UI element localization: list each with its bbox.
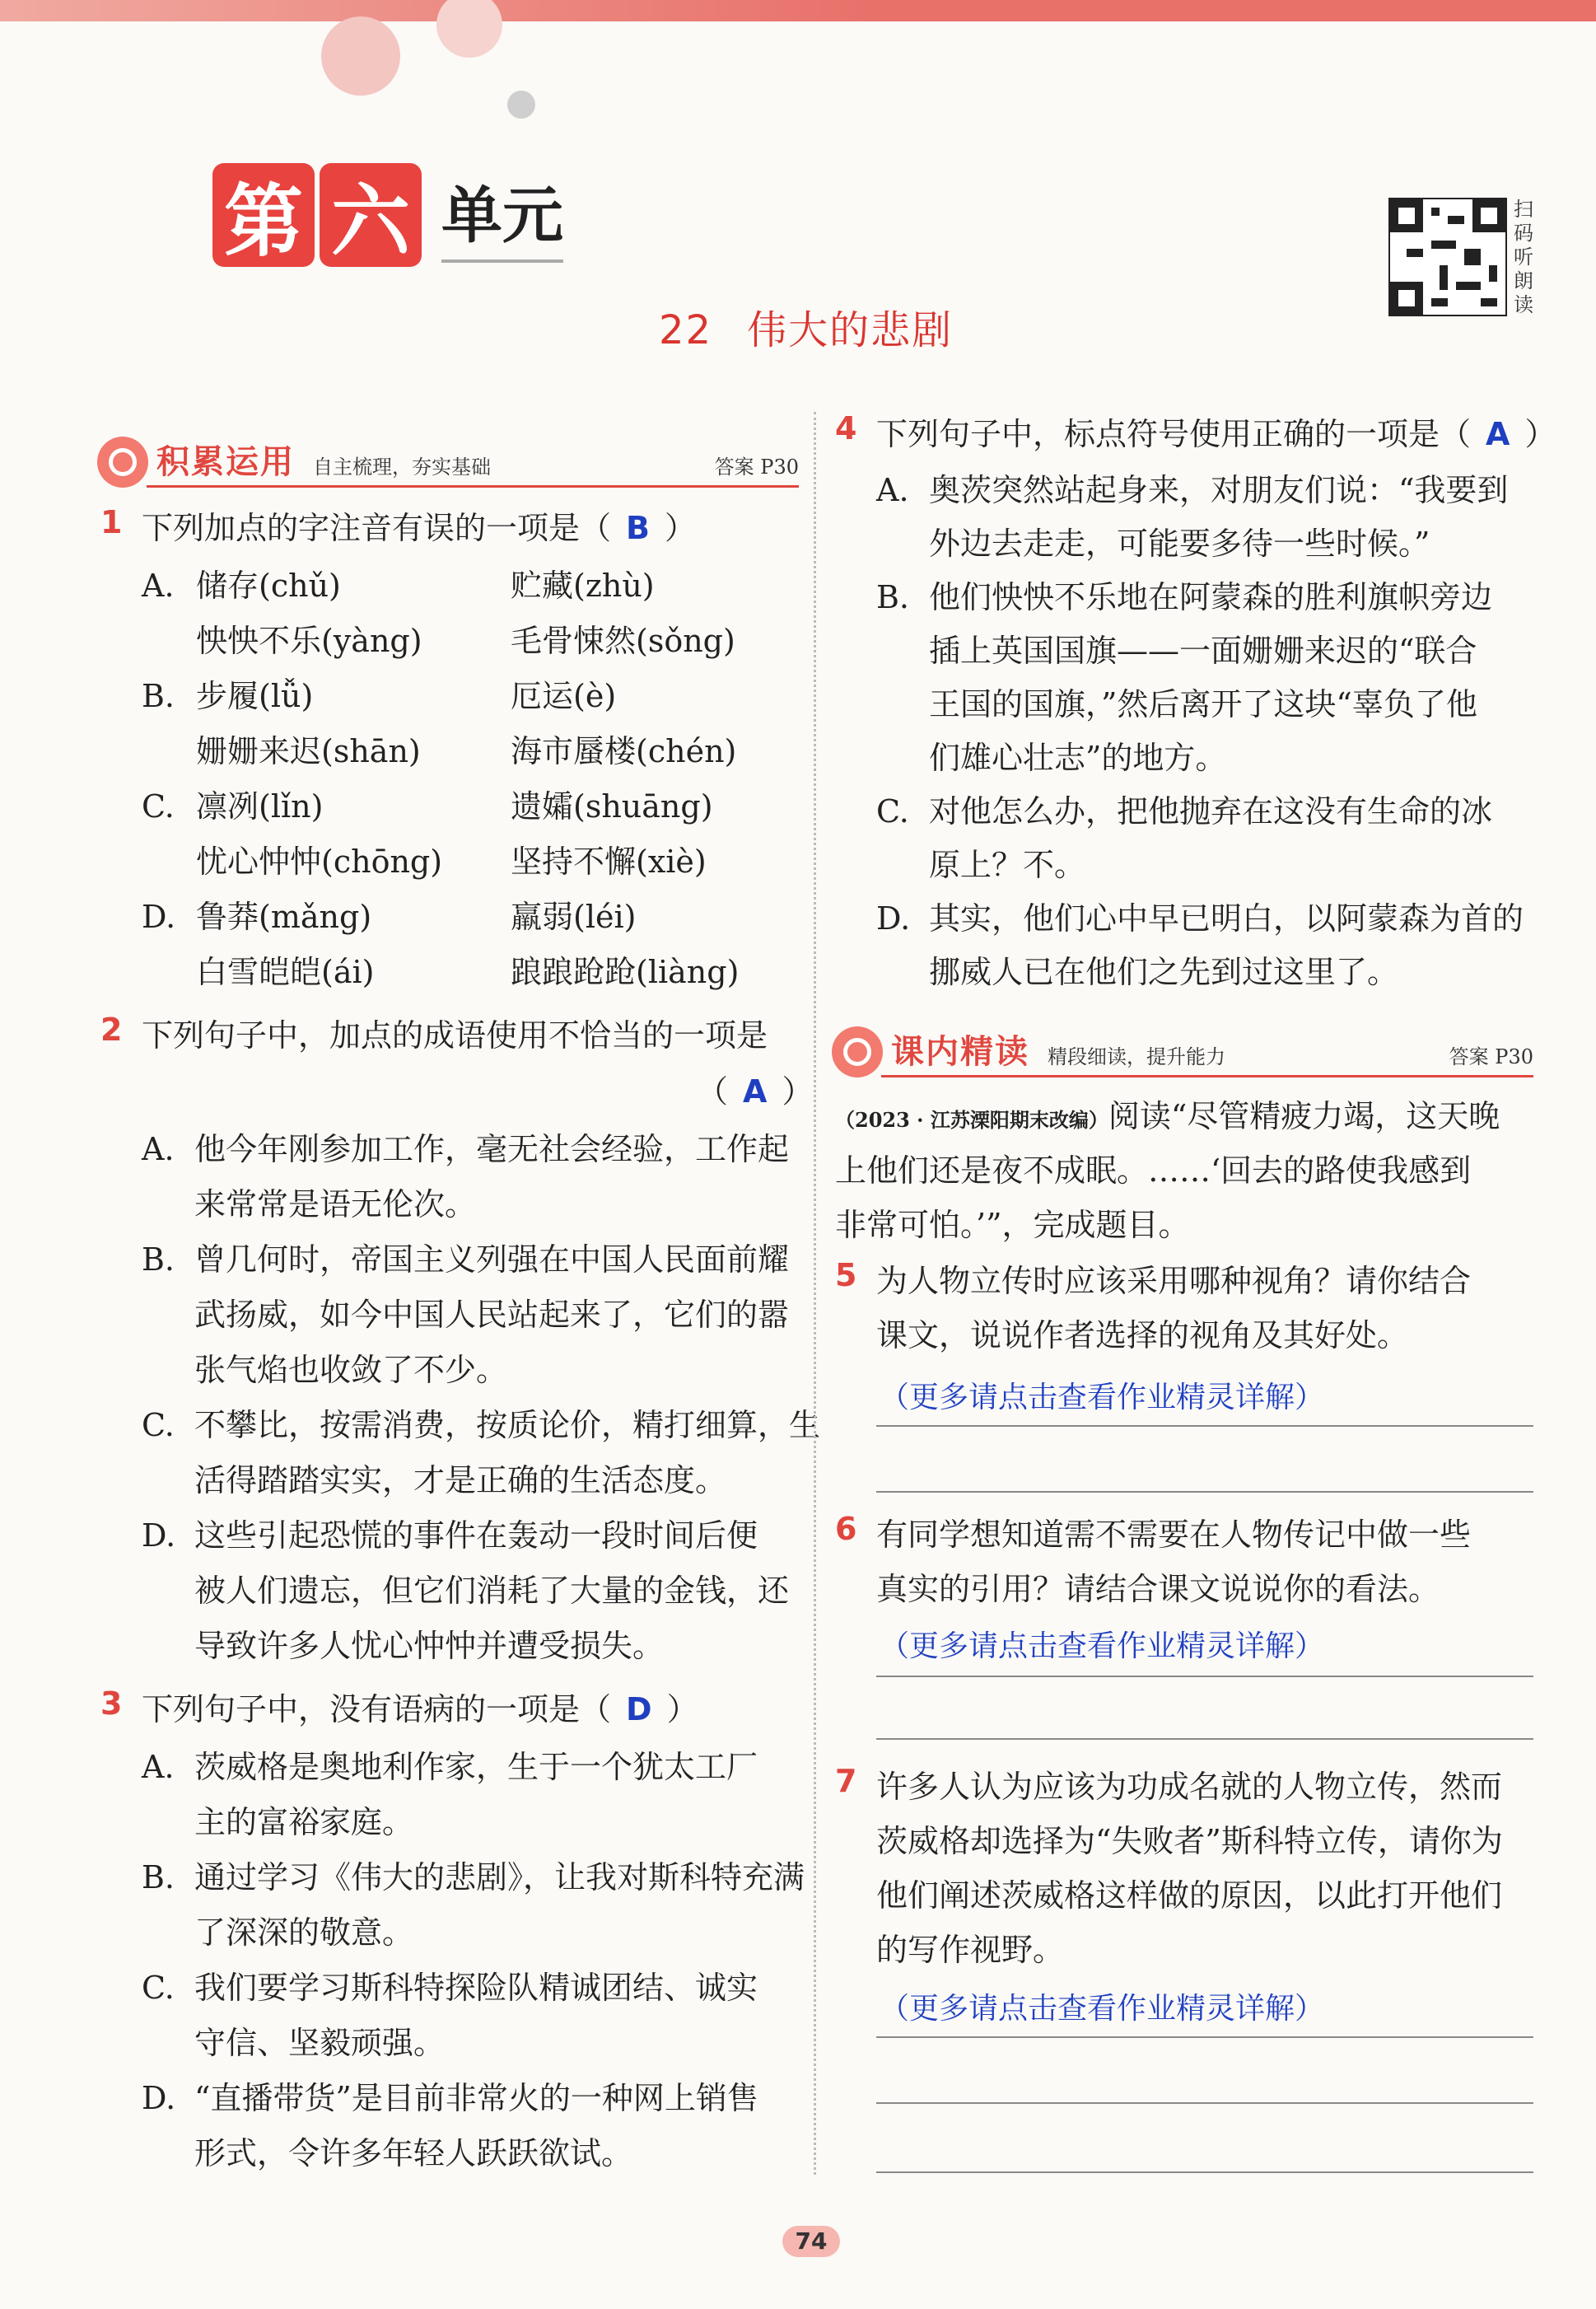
question-number: 6 (835, 1511, 857, 1547)
option-label: B. (876, 579, 910, 615)
reading-text: 非常可怕。’”，完成题目。 (835, 1207, 1190, 1243)
top-color-bar (0, 0, 1596, 21)
question-stem (142, 501, 696, 556)
lesson-title (659, 298, 953, 355)
option-line: 被人们遗忘，但它们消耗了大量的金钱，还 (194, 1573, 790, 1609)
qr-label: 扫码听朗读 (1514, 198, 1533, 316)
option-item: 姗姗来迟(shān) (196, 733, 421, 769)
answer-line (876, 2171, 1533, 2173)
option-line: 守信、坚毅顽强。 (194, 2025, 446, 2061)
answer-letter: A (1486, 416, 1510, 452)
answer-letter: D (626, 1691, 652, 1727)
option-item: 储存(chǔ) (196, 568, 341, 604)
unit-word: 单元 (441, 167, 563, 263)
option-line: 挪威人已在他们之先到过这里了。 (929, 954, 1399, 990)
section-underline (147, 485, 799, 488)
option-label: B. (142, 1859, 175, 1895)
lesson-number: 22 (659, 307, 713, 353)
section-subtitle: 精段细读，提升能力 (1048, 1045, 1225, 1068)
section-reading-header (832, 1018, 1533, 1077)
section-underline (881, 1075, 1533, 1077)
question-number: 4 (835, 410, 857, 446)
option-line: 来常常是语无伦次。 (194, 1186, 477, 1222)
decor-circle-large (321, 16, 400, 96)
option-label: A. (142, 1749, 175, 1785)
option-line: 张气焰也收敛了不少。 (194, 1352, 508, 1388)
reading-intro-line (835, 1089, 1500, 1147)
stem-text: 下列加点的字注音有误的一项是（ (142, 510, 612, 546)
question-number: 3 (100, 1685, 123, 1722)
question-number: 7 (835, 1763, 857, 1799)
question-number: 2 (100, 1012, 123, 1048)
option-label: B. (142, 678, 175, 714)
answer-line (876, 1491, 1533, 1493)
question-stem (876, 407, 1556, 462)
stem-close: ） (666, 1691, 698, 1727)
answer-line (876, 1676, 1533, 1677)
option-item: 鲁莽(mǎng) (196, 899, 372, 935)
option-item: 白雪皑皑(ái) (196, 954, 375, 990)
option-line: 茨威格是奥地利作家，生于一个犹太工厂 (194, 1749, 758, 1785)
option-line: 了深深的敬意。 (194, 1914, 414, 1951)
question-number: 1 (100, 504, 123, 540)
decor-circle-medium (436, 0, 502, 58)
question-line: 课文，说说作者选择的视角及其好处。 (876, 1317, 1409, 1353)
stem-text: 下列句子中，没有语病的一项是（ (142, 1691, 612, 1727)
answer-line (876, 1425, 1533, 1427)
option-line: 插上英国国旗——一面姗姗来迟的“联合 (929, 633, 1477, 669)
question-line: 许多人认为应该为功成名就的人物立传，然而 (876, 1769, 1503, 1805)
answer-line (876, 2036, 1533, 2038)
unit-heading (212, 163, 563, 267)
reading-source: （2023 · 江苏溧阳期末改编） (835, 1108, 1108, 1132)
option-item: 贮藏(zhù) (511, 568, 655, 604)
decor-circle-small (507, 91, 535, 119)
option-label: D. (142, 2080, 176, 2116)
option-line: 这些引起恐慌的事件在轰动一段时间后便 (194, 1517, 758, 1554)
detail-link[interactable]: （更多请点击查看作业精灵详解） (880, 1992, 1325, 2026)
option-label: D. (142, 1517, 176, 1554)
page-number: 74 (782, 2226, 840, 2257)
section-title: 课内精读 (891, 1033, 1029, 1071)
option-line: 武扬威，如今中国人民站起来了，它们的嚣 (194, 1297, 790, 1333)
question-line: 的写作视野。 (876, 1932, 1065, 1968)
answer-line (876, 1738, 1533, 1740)
unit-char-2: 六 (320, 163, 422, 267)
option-line: 不攀比，按需消费，按质论价，精打细算，生 (194, 1407, 821, 1443)
option-line: 其实，他们心中早已明白，以阿蒙森为首的 (929, 900, 1524, 937)
option-item: 厄运(è) (511, 678, 617, 714)
question-stem: 下列句子中，加点的成语使用不恰当的一项是 (142, 1017, 768, 1054)
option-line: 形式，令许多年轻人跃跃欲试。 (194, 2135, 633, 2171)
option-item: 羸弱(léi) (511, 899, 637, 935)
option-line: 对他怎么办，把他抛弃在这没有生命的冰 (929, 793, 1493, 830)
option-line: 活得踏踏实实，才是正确的生活态度。 (194, 1462, 727, 1498)
option-line: 原上？不。 (929, 847, 1086, 883)
option-line: 通过学习《伟大的悲剧》，让我对斯科特充满 (194, 1859, 805, 1895)
section-subtitle: 自主梳理，夯实基础 (313, 456, 491, 479)
unit-char-1: 第 (212, 163, 315, 267)
option-line: 外边去走走，可能要多待一些时候。” (929, 526, 1430, 562)
option-item: 毛骨悚然(sǒng) (511, 623, 735, 659)
answer-bracket: （ A ） (697, 1073, 814, 1110)
option-item: 忧心忡忡(chōng) (196, 844, 443, 880)
detail-link[interactable]: （更多请点击查看作业精灵详解） (880, 1381, 1325, 1414)
stem-close: ） (664, 510, 696, 546)
option-line: 他们怏怏不乐地在阿蒙森的胜利旗帜旁边 (929, 579, 1493, 615)
lesson-name: 伟大的悲剧 (747, 307, 954, 353)
option-label: A. (876, 472, 909, 508)
target-icon (97, 437, 148, 488)
answer-letter: B (626, 510, 650, 546)
reading-text: 阅读“尽管精疲力竭，这天晚 (1108, 1098, 1500, 1134)
option-line: 们雄心壮志”的地方。 (929, 740, 1227, 776)
option-label: C. (142, 788, 175, 825)
qr-code-icon[interactable] (1388, 198, 1507, 316)
detail-link[interactable]: （更多请点击查看作业精灵详解） (880, 1629, 1325, 1663)
section-accumulate-header (97, 428, 799, 488)
answer-reference: 答案 P30 (1449, 1045, 1533, 1068)
question-stem (142, 1682, 698, 1737)
question-line: 真实的引用？请结合课文说说你的看法。 (876, 1571, 1440, 1607)
reading-text: 上他们还是夜不成眠。……‘回去的路使我感到 (835, 1152, 1472, 1189)
option-line: 曾几何时，帝国主义列强在中国人民面前耀 (194, 1241, 790, 1278)
option-label: D. (142, 899, 176, 935)
option-line: 我们要学习斯科特探险队精诚团结、诚实 (194, 1970, 758, 2006)
option-label: A. (142, 1131, 175, 1167)
option-line: 主的富裕家庭。 (194, 1804, 414, 1840)
option-label: B. (142, 1241, 175, 1278)
question-number: 5 (835, 1257, 857, 1293)
option-line: 王国的国旗，”然后离开了这块“辜负了他 (929, 686, 1477, 722)
column-divider (814, 412, 816, 2175)
option-label: C. (876, 793, 909, 830)
stem-text: 下列句子中，标点符号使用正确的一项是（ (876, 416, 1472, 452)
option-line: 奥茨突然站起身来，对朋友们说：“我要到 (929, 472, 1509, 508)
robot-icon (832, 1026, 883, 1077)
option-item: 凛冽(lǐn) (196, 788, 324, 825)
answer-line (876, 2102, 1533, 2104)
option-item: 坚持不懈(xiè) (511, 844, 707, 880)
stem-close: ） (1524, 416, 1556, 452)
option-line: 他今年刚参加工作，毫无社会经验，工作起 (194, 1131, 790, 1167)
option-label: A. (142, 568, 175, 604)
question-line: 他们阐述茨威格这样做的原因，以此打开他们 (876, 1877, 1503, 1914)
option-label: D. (876, 900, 911, 937)
question-line: 茨威格却选择为“失败者”斯科特立传，请你为 (876, 1823, 1503, 1859)
answer-letter: A (743, 1073, 768, 1110)
option-line: 导致许多人忧心忡忡并遭受损失。 (194, 1628, 665, 1664)
option-label: C. (142, 1407, 175, 1443)
section-title: 积累运用 (156, 443, 295, 481)
option-item: 怏怏不乐(yàng) (196, 623, 422, 659)
question-line: 为人物立传时应该采用哪种视角？请你结合 (876, 1263, 1472, 1299)
option-label: C. (142, 1970, 175, 2006)
question-line: 有同学想知道需不需要在人物传记中做一些 (876, 1517, 1472, 1553)
answer-reference: 答案 P30 (714, 456, 799, 479)
option-item: 海市蜃楼(chén) (511, 733, 737, 769)
option-item: 遗孀(shuāng) (511, 788, 713, 825)
option-line: “直播带货”是目前非常火的一种网上销售 (194, 2080, 758, 2116)
option-item: 步履(lǚ) (196, 678, 314, 714)
option-item: 踉踉跄跄(liàng) (511, 954, 740, 990)
